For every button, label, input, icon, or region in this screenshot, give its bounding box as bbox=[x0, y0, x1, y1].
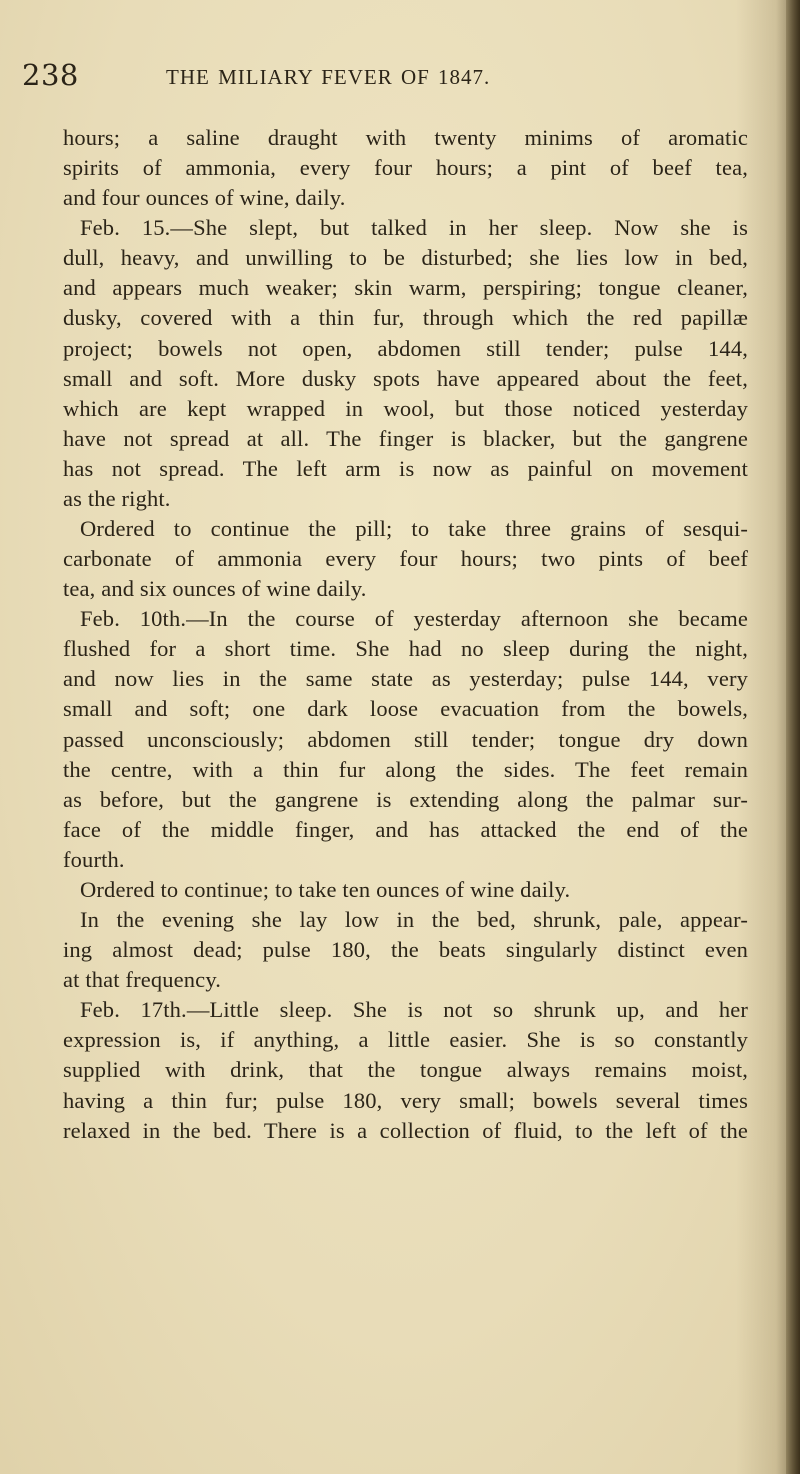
text-line: project; bowels not open, abdomen still tender; pulse 144, bbox=[63, 335, 748, 361]
body-text bbox=[63, 123, 748, 1146]
text-line: expression is, if anything, a little easier. She is so constantly bbox=[63, 1027, 748, 1053]
text-line: and four ounces of wine, daily. bbox=[63, 185, 346, 211]
text-line: has not spread. The left arm is now as painful on movement bbox=[63, 455, 748, 481]
text-line: which are kept wrapped in wool, but those noticed yesterday bbox=[63, 395, 748, 421]
text-line: face of the middle finger, and has attacked the end of the bbox=[63, 816, 748, 842]
text-line: relaxed in the bed. There is a collection of fluid, to the left of the bbox=[63, 1117, 748, 1143]
text-line: and appears much weaker; skin warm, perspiring; tongue cleaner, bbox=[63, 275, 748, 301]
page-number: 238 bbox=[22, 58, 79, 92]
text-line: carbonate of ammonia every four hours; two pints of beef bbox=[63, 546, 748, 572]
text-line: and now lies in the same state as yesterday; pulse 144, very bbox=[63, 666, 748, 692]
text-line: Ordered to continue the pill; to take three grains of sesqui- bbox=[80, 516, 748, 542]
text-line: passed unconsciously; abdomen still tender; tongue dry down bbox=[63, 726, 748, 752]
text-line: hours; a saline draught with twenty minims of aromatic bbox=[63, 125, 748, 150]
text-line: In the evening she lay low in the bed, shrunk, pale, appear- bbox=[80, 907, 748, 933]
text-line: the centre, with a thin fur along the sides. The feet remain bbox=[63, 756, 748, 782]
text-line: having a thin fur; pulse 180, very small; bowels several times bbox=[63, 1087, 748, 1113]
text-line: as before, but the gangrene is extending along the palmar sur- bbox=[63, 786, 748, 812]
text-line: tea, and six ounces of wine daily. bbox=[63, 576, 367, 602]
text-line: Feb. 17th.—Little sleep. She is not so shrunk up, and her bbox=[80, 997, 748, 1023]
text-line: supplied with drink, that the tongue always remains moist, bbox=[63, 1057, 748, 1083]
text-line: spirits of ammonia, every four hours; a pint of beef tea, bbox=[63, 155, 748, 181]
text-line: as the right. bbox=[63, 485, 171, 511]
text-line: fourth. bbox=[63, 846, 125, 872]
text-line: dusky, covered with a thin fur, through which the red papillæ bbox=[63, 305, 748, 331]
text-line: Feb. 15.—She slept, but talked in her sleep. Now she is bbox=[80, 215, 748, 241]
text-line: Feb. 10th.—In the course of yesterday afternoon she became bbox=[80, 606, 748, 632]
page-binding-shadow bbox=[786, 0, 800, 1474]
text-line: Ordered to continue; to take ten ounces of wine daily. bbox=[80, 876, 571, 902]
text-line: at that frequency. bbox=[63, 967, 222, 993]
text-line: small and soft; one dark loose evacuation from the bowels, bbox=[63, 696, 748, 722]
text-line: flushed for a short time. She had no sleep during the night, bbox=[63, 636, 748, 662]
text-line: small and soft. More dusky spots have appeared about the feet, bbox=[63, 365, 748, 391]
page-header bbox=[0, 58, 800, 98]
text-line: ing almost dead; pulse 180, the beats singularly distinct even bbox=[63, 937, 748, 963]
running-title: THE MILIARY FEVER OF 1847. bbox=[166, 65, 491, 89]
text-line: have not spread at all. The finger is blacker, but the gangrene bbox=[63, 425, 748, 451]
text-line: dull, heavy, and unwilling to be disturbed; she lies low in bed, bbox=[63, 245, 748, 271]
